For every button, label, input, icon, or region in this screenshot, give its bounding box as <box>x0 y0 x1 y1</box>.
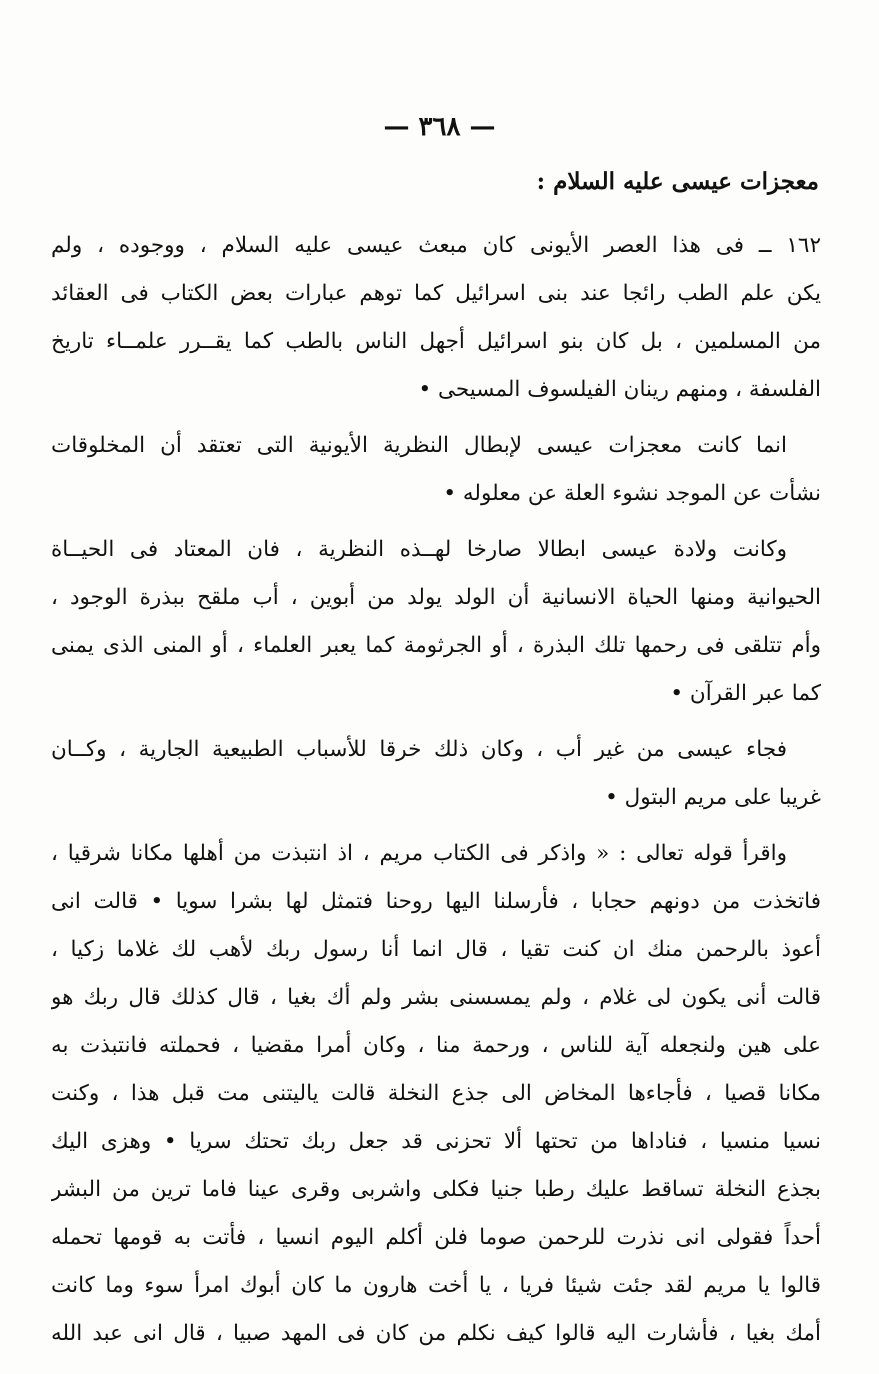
paragraph-2 <box>51 422 821 518</box>
text-line: مكانا قصيا ، فأجاءها المخاض الى جذع النخلة قالت ياليتنى مت قبل هذا ، وكنت <box>51 1081 821 1106</box>
text-line: وكانت ولادة عيسى ابطالا صارخا لهــذه النظرية ، فان المعتاد فى الحيــاة <box>51 537 787 562</box>
text-line: انما كانت معجزات عيسى لإبطال النظرية الأيونية التى تعتقد أن المخلوقات <box>51 433 787 458</box>
text-line: الحيوانية ومنها الحياة الانسانية أن الولد يولد من أبوين ، أب ملقح ببذرة الوجود ، <box>51 585 821 610</box>
section-heading: معجزات عيسى عليه السلام : <box>536 168 819 195</box>
text-line: على هين ولنجعله آية للناس ، ورحمة منا ، وكان أمرا مقضيا ، فحملته فانتبذت به <box>51 1033 821 1058</box>
text-line: قالوا يا مريم لقد جئت شيئا فريا ، يا أخت هارون ما كان أبوك امرأ سوء وما كانت <box>51 1273 821 1298</box>
text-line: ١٦٢ ــ فى هذا العصر الأيونى كان مبعث عيسى عليه السلام ، ووجوده ، ولم <box>51 233 821 258</box>
body-text <box>51 222 821 1366</box>
page-number: — ٣٦٨ — <box>383 112 496 142</box>
text-line: أمك بغيا ، فأشارت اليه قالوا كيف نكلم من كان فى المهد صبيا ، قال انى عبد الله <box>51 1321 821 1346</box>
paragraph-5 <box>51 830 821 1358</box>
text-line: بجذع النخلة تساقط عليك رطبا جنيا فكلى واشربى وقرى عينا فاما ترين من البشر <box>51 1177 821 1202</box>
paragraph-4 <box>51 726 821 822</box>
text-line: نسيا منسيا ، فناداها من تحتها ألا تحزنى قد جعل ربك تحتك سريا • وهزى اليك <box>51 1129 821 1154</box>
text-line: يكن علم الطب رائجا عند بنى اسرائيل كما توهم عبارات بعض الكتاب فى العقائد <box>51 281 821 306</box>
paragraph-1 <box>51 222 821 414</box>
text-line: من المسلمين ، بل كان بنو اسرائيل أجهل الناس بالطب كما يقــرر علمــاء تاريخ <box>51 329 821 354</box>
text-line: وأم تتلقى فى رحمها تلك البذرة ، أو الجرثومة كما يعبر العلماء ، أو المنى الذى يمنى <box>51 633 821 658</box>
text-line: غريبا على مريم البتول • <box>605 785 821 810</box>
text-line: فجاء عيسى من غير أب ، وكان ذلك خرقا للأسباب الطبيعية الجارية ، وكــان <box>51 737 787 762</box>
paragraph-3 <box>51 526 821 718</box>
text-line: قالت أنى يكون لى غلام ، ولم يمسسنى بشر ولم أك بغيا ، قال كذلك قال ربك هو <box>51 985 821 1010</box>
text-line: نشأت عن الموجد نشوء العلة عن معلوله • <box>443 481 821 506</box>
text-line: الفلسفة ، ومنهم رينان الفيلسوف المسيحى • <box>418 377 821 402</box>
text-line: أحداً فقولى انى نذرت للرحمن صوما فلن أكلم اليوم انسيا ، فأتت به قومها تحمله <box>51 1225 821 1250</box>
text-line: كما عبر القرآن • <box>670 681 821 706</box>
text-line: أعوذ بالرحمن منك ان كنت تقيا ، قال انما أنا رسول ربك لأهب لك غلاما زكيا ، <box>51 937 821 962</box>
text-line: فاتخذت من دونهم حجابا ، فأرسلنا اليها روحنا فتمثل لها بشرا سويا • قالت انى <box>51 889 821 914</box>
text-line: واقرأ قوله تعالى : « واذكر فى الكتاب مريم ، اذ انتبذت من أهلها مكانا شرقيا ، <box>51 841 787 866</box>
